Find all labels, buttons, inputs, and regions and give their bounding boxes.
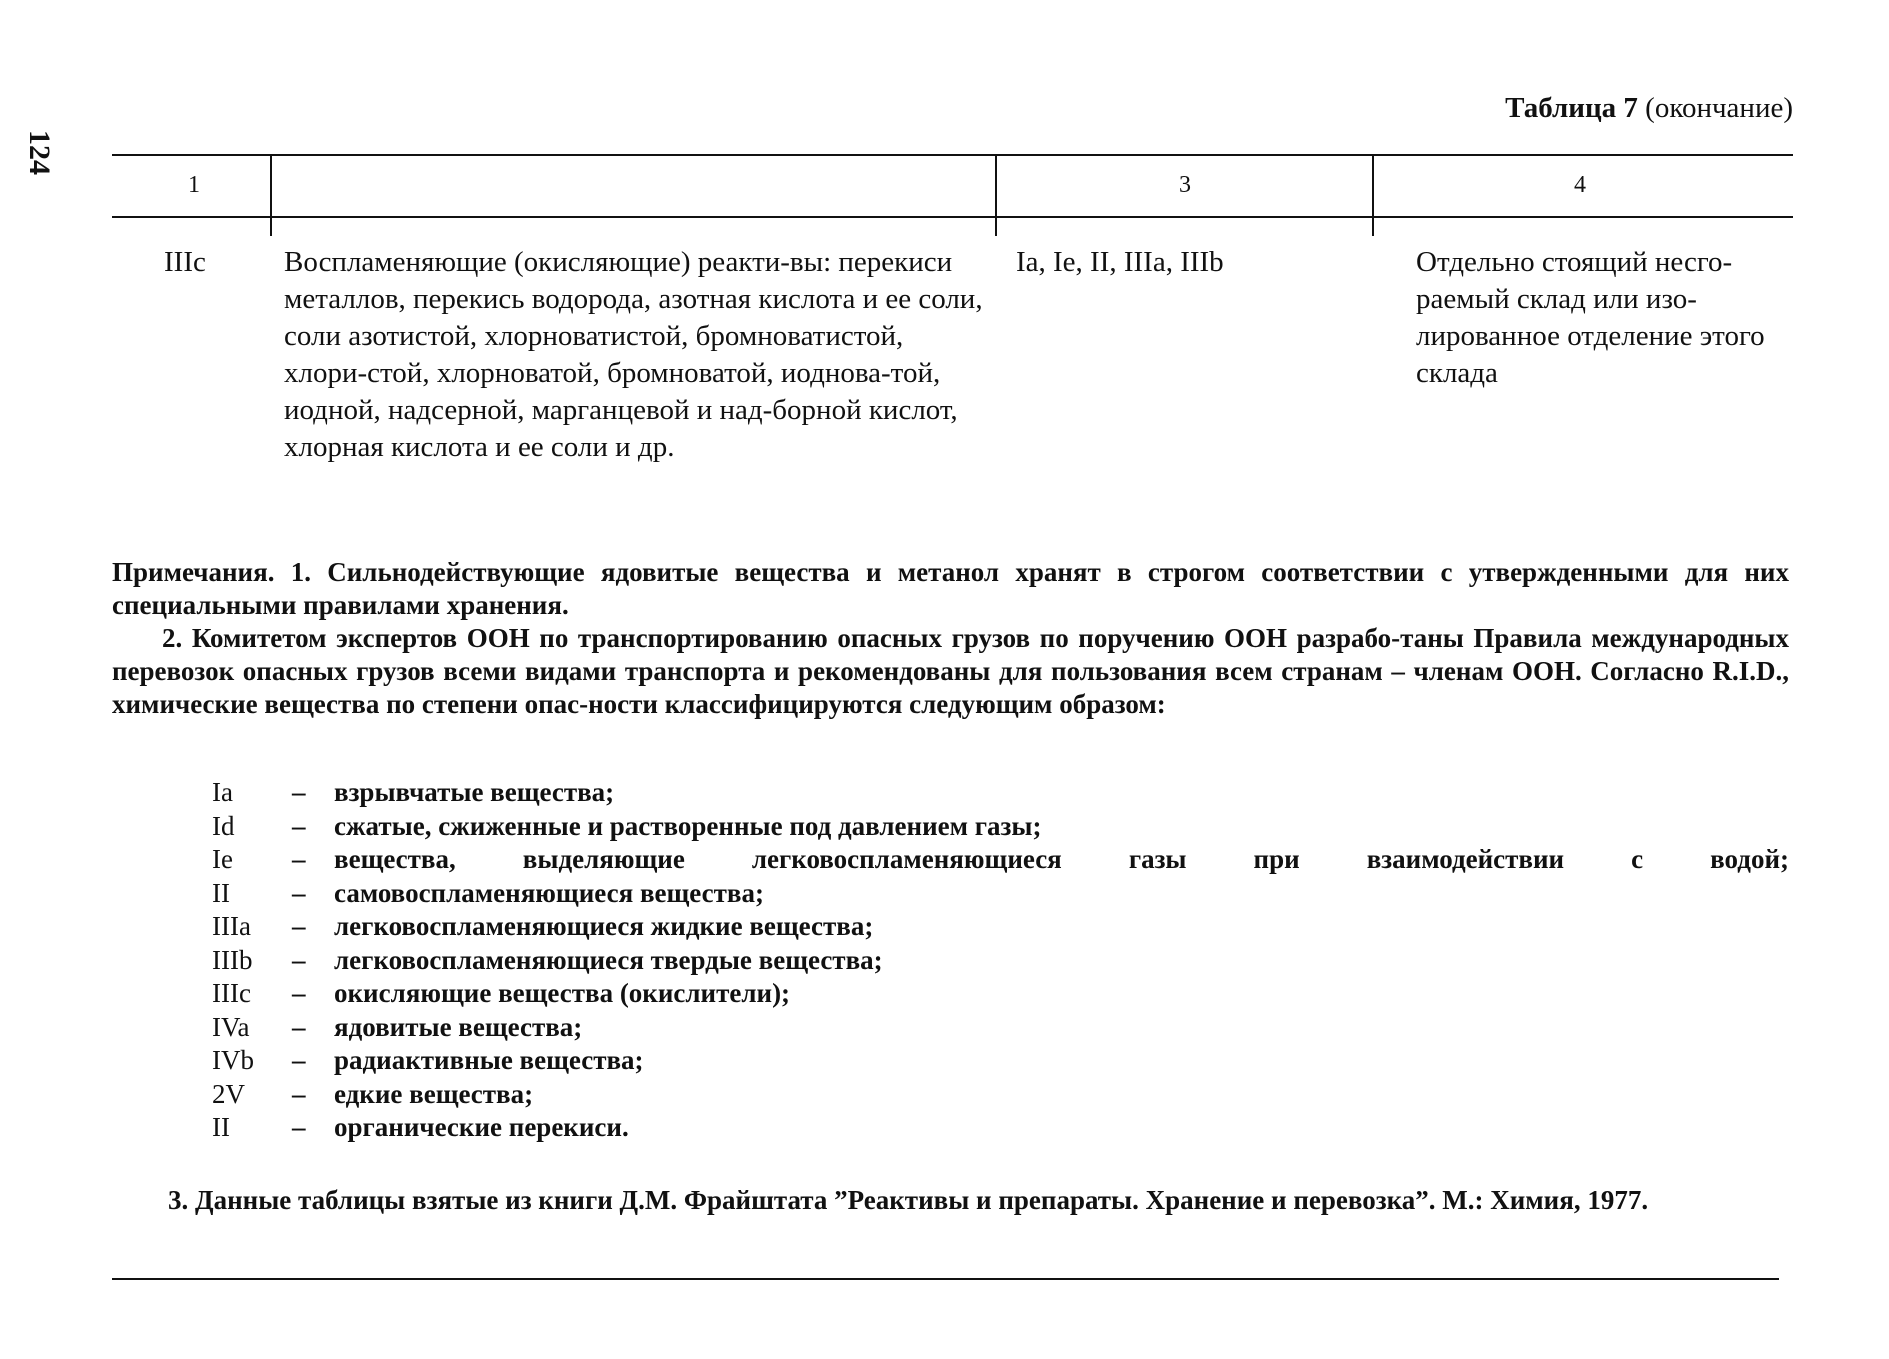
- note-3-text: 3. Данные таблицы взятые из книги Д.М. Фрайштата ”Реактивы и препараты. Хранение и перевозка”. М.: Химия, 1977.: [168, 1185, 1649, 1215]
- column-header-4: 4: [1574, 172, 1586, 198]
- column-header-3: 3: [1179, 172, 1191, 198]
- header-bottom-rule: [112, 216, 1793, 218]
- table-title-label: Таблица 7: [1505, 92, 1638, 124]
- class-code: IIIc: [212, 978, 251, 1008]
- class-code: II: [212, 1112, 230, 1142]
- class-description: взрывчатые вещества;: [334, 777, 615, 807]
- hazard-class-row: [212, 843, 1789, 877]
- class-code: IVa: [212, 1011, 250, 1042]
- page-number: 124: [23, 130, 56, 175]
- hazard-class-row: [212, 776, 1789, 810]
- table-top-rule: [112, 154, 1793, 156]
- row-storage-conditions: Отдельно стоящий несго-раемый склад или изо-лированное отделение этого склада: [1416, 246, 1765, 389]
- table-title: [1505, 92, 1793, 125]
- hazard-class-row: [212, 910, 1789, 944]
- column-divider-1: [270, 154, 272, 236]
- class-code: II: [212, 877, 230, 908]
- class-code: IVb: [212, 1045, 254, 1075]
- hazard-class-list: [212, 776, 1789, 1145]
- hazard-class-row: [212, 1011, 1789, 1045]
- dash: –: [292, 1045, 306, 1075]
- class-code: Ie: [212, 844, 233, 874]
- class-description: ядовитые вещества;: [334, 1011, 583, 1042]
- class-description: сжатые, сжиженные и растворенные под давлением газы;: [334, 810, 1042, 841]
- dash: –: [292, 1078, 306, 1109]
- bottom-rule: [112, 1278, 1779, 1280]
- dash: –: [292, 911, 306, 941]
- dash: –: [292, 1011, 306, 1042]
- row-description: Воспламеняющие (окисляющие) реакти-вы: перекиси металлов, перекись водорода, азотная кислота и ее соли, соли азотистой, хлорноватистой, бромноватистой, хлори-стой, хлорноватой, бромноватой, иоднова-той, иодной, надсерной, марганцевой и над-борной кислот, хлорная кислота и ее соли и др.: [284, 246, 983, 463]
- column-header-1: 1: [188, 172, 200, 198]
- hazard-class-row: [212, 877, 1789, 911]
- class-description: радиактивные вещества;: [334, 1045, 644, 1075]
- class-description: органические перекиси.: [334, 1112, 629, 1142]
- dash: –: [292, 978, 306, 1008]
- row-class-code: IIIc: [164, 246, 206, 278]
- hazard-class-row: [212, 1044, 1789, 1078]
- dash: –: [292, 844, 306, 874]
- class-code: Id: [212, 810, 235, 841]
- hazard-class-row: [212, 1111, 1789, 1145]
- table-title-suffix: (окончание): [1637, 92, 1793, 124]
- dash: –: [292, 1112, 306, 1142]
- note-2: 2. Комитетом экспертов ООН по транспортированию опасных грузов по поручению ООН разрабо-таны Правила международных перевозок опасных грузов всеми видами транспорта и рекомендованы для пользования всем странам – членам ООН. Согласно R.I.D., химические вещества по степени опас-ности классифицируются следующим образом:: [112, 623, 1789, 719]
- dash: –: [292, 877, 306, 908]
- note-1: Примечания. 1. Сильнодействующие ядовитые вещества и метанол хранят в строгом соответствии с утвержденными для них специальными правилами хранения.: [112, 557, 1789, 620]
- hazard-class-row: [212, 977, 1789, 1011]
- class-description: едкие вещества;: [334, 1078, 534, 1109]
- notes: [112, 556, 1789, 721]
- hazard-class-row: [212, 944, 1789, 978]
- class-description: окисляющие вещества (окислители);: [334, 978, 791, 1008]
- hazard-class-row: [212, 810, 1789, 844]
- class-code: Ia: [212, 777, 233, 807]
- class-description: самовоспламеняющиеся вещества;: [334, 877, 764, 908]
- class-description: легковоспламеняющиеся жидкие вещества;: [334, 911, 874, 941]
- class-code: IIIb: [212, 944, 253, 975]
- column-divider-2: [995, 154, 997, 236]
- class-code: 2V: [212, 1078, 245, 1109]
- column-divider-3: [1372, 154, 1374, 236]
- class-description: легковоспламеняющиеся твердые вещества;: [334, 944, 883, 975]
- row-incompatible-classes: Ia, Ie, II, IIIa, IIIb: [1016, 246, 1224, 278]
- hazard-class-row: [212, 1078, 1789, 1112]
- dash: –: [292, 777, 306, 807]
- note-3: [112, 1183, 1789, 1217]
- class-code: IIIa: [212, 911, 251, 941]
- class-description: вещества, выделяющие легковоспламеняющиеся газы при взаимодействии с водой;: [334, 844, 1789, 874]
- dash: –: [292, 810, 306, 841]
- dash: –: [292, 944, 306, 975]
